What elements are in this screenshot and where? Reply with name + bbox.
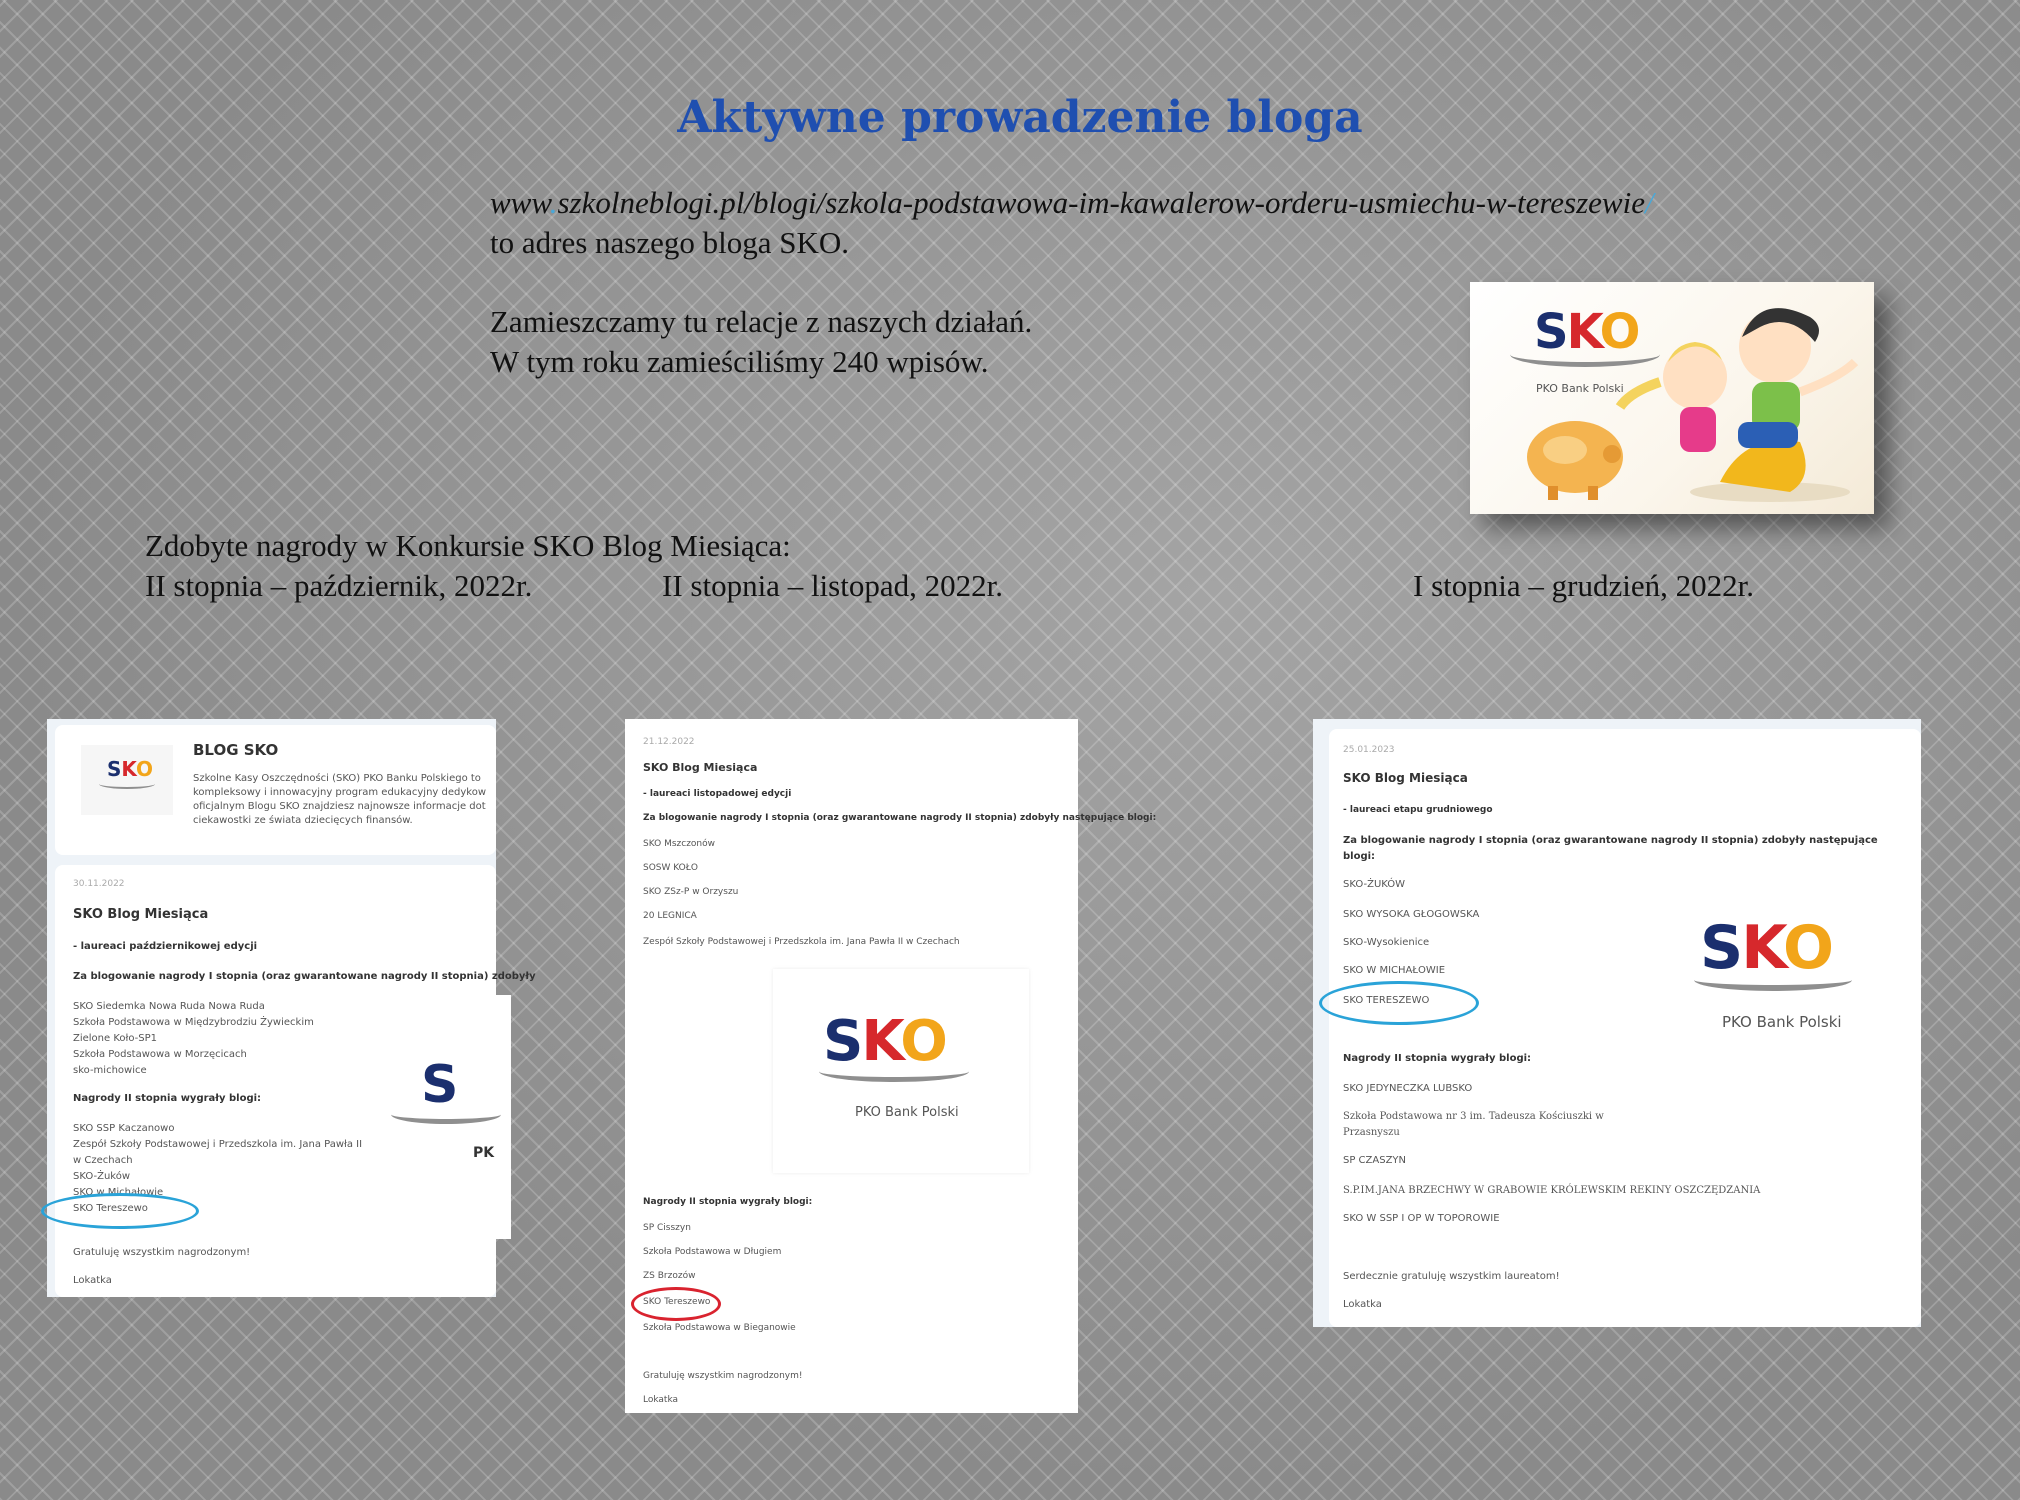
bank-label: PKO Bank Polski — [1536, 382, 1624, 395]
slide-title: Aktywne prowadzenie bloga — [677, 92, 1363, 143]
list-item-tereszewo: SKO Tereszewo — [643, 1297, 711, 1307]
list-item: Szkoła Podstawowa nr 3 im. Tadeusza Kościuszki w — [1343, 1111, 1604, 1122]
bank-label-partial: PK — [473, 1145, 495, 1161]
list-item: Szkoła Podstawowa w Międzybrodziu Żywieckim — [73, 1017, 314, 1028]
url-slash: / — [1644, 185, 1654, 220]
list-item: SOSW KOŁO — [643, 863, 698, 873]
second-heading: Nagrody II stopnia wygrały blogi: — [73, 1093, 262, 1104]
children-piggybank-illustration — [1470, 282, 1874, 514]
post-lead: Za blogowanie nagrody I stopnia (oraz gwarantowane nagrody II stopnia) zdobyły — [73, 971, 536, 982]
post-heading: SKO Blog Miesiąca — [1343, 771, 1468, 785]
signature: Lokatka — [1343, 1299, 1382, 1310]
list-item: SKO WYSOKA GŁOGOWSKA — [1343, 909, 1480, 920]
relations-line-2: W tym roku zamieściliśmy 240 wpisów. — [490, 344, 989, 379]
list-item: Przasnyszu — [1343, 1127, 1400, 1138]
post-subheading: - laureaci etapu grudniowego — [1343, 805, 1493, 815]
url-dot: . — [549, 185, 558, 220]
blog-title: BLOG SKO — [193, 741, 279, 759]
highlight-ring — [631, 1287, 721, 1321]
list-item: Szkoła Podstawowa w Długiem — [643, 1247, 782, 1257]
sko-logo: SKO — [1534, 304, 1639, 360]
sko-logo-small: SKO — [107, 757, 154, 781]
sko-logo-partial: S — [421, 1055, 459, 1115]
list-item: SKO w Michałowie — [73, 1187, 164, 1198]
list-item: SKO W SSP I OP W TOPOROWIE — [1343, 1213, 1500, 1224]
list-item: SKO ZSz-P w Orzyszu — [643, 887, 739, 897]
screenshot-december — [1313, 719, 1921, 1327]
sko-hero-image — [1470, 282, 1874, 514]
sko-logo: SKO — [823, 1009, 946, 1074]
closing-text: Serdecznie gratuluję wszystkim laureatom! — [1343, 1271, 1560, 1282]
bank-label: PKO Bank Polski — [1722, 1013, 1842, 1031]
list-item-tereszewo: SKO TERESZEWO — [1343, 995, 1430, 1006]
closing-text: Gratuluję wszystkim nagrodzonym! — [643, 1371, 803, 1381]
list-item: SKO-ŻUKÓW — [1343, 879, 1406, 890]
logo-swoosh — [1694, 969, 1852, 991]
screenshot-october — [47, 719, 536, 1297]
list-item: ZS Brzozów — [643, 1271, 696, 1281]
award-october: II stopnia – październik, 2022r. — [145, 568, 533, 603]
address-text: to adres naszego bloga SKO. — [490, 225, 849, 260]
blog-url[interactable] — [490, 183, 1654, 223]
list-item: SP Cisszyn — [643, 1223, 691, 1233]
post-subheading: - laureaci październikowej edycji — [73, 941, 258, 952]
list-item: SKO-Wysokienice — [1343, 937, 1430, 948]
blog-logo-box — [81, 745, 173, 815]
second-heading: Nagrody II stopnia wygrały blogi: — [1343, 1053, 1532, 1064]
url-prefix: www — [490, 185, 550, 220]
list-item: S.P.IM.JANA BRZECHWY W GRABOWIE KRÓLEWSKIM REKINY OSZCZĘDZANIA — [1343, 1185, 1761, 1196]
signature: Lokatka — [73, 1275, 112, 1286]
bank-label: PKO Bank Polski — [855, 1105, 959, 1120]
list-item: Zespół Szkoły Podstawowej i Przedszkola im. Jana Pawła II — [73, 1139, 363, 1150]
sko-logo: SKO — [1700, 913, 1833, 983]
post-lead: Za blogowanie nagrody I stopnia (oraz gwarantowane nagrody II stopnia) zdobyły następujące — [1343, 835, 1878, 846]
post-date: 30.11.2022 — [73, 879, 125, 889]
sko-logo-box — [1648, 869, 1891, 1091]
list-item: sko-michowice — [73, 1065, 147, 1076]
post-date: 25.01.2023 — [1343, 745, 1395, 755]
sko-logo-box — [773, 969, 1029, 1173]
list-item: SKO-Żuków — [73, 1171, 131, 1182]
closing-text: Gratuluję wszystkim nagrodzonym! — [73, 1247, 251, 1258]
list-item: 20 LEGNICA — [643, 911, 697, 921]
award-november: II stopnia – listopad, 2022r. — [662, 568, 1003, 603]
post-subheading: - laureaci listopadowej edycji — [643, 789, 792, 799]
url-main: szkolneblogi.pl/blogi/szkola-podstawowa-im-kawalerow-orderu-usmiechu-w-tereszewie — [557, 185, 1645, 220]
list-item: SKO Mszczonów — [643, 839, 715, 849]
logo-swoosh — [99, 779, 155, 789]
logo-swoosh — [819, 1061, 969, 1082]
list-item: Szkoła Podstawowa w Morzęcicach — [73, 1049, 247, 1060]
post-lead: Za blogowanie nagrody I stopnia (oraz gwarantowane nagrody II stopnia) zdobyły następujące blogi: — [643, 813, 1157, 823]
award-december: I stopnia – grudzień, 2022r. — [1413, 568, 1754, 603]
list-item: Zielone Koło-SP1 — [73, 1033, 158, 1044]
post-lead-2: blogi: — [1343, 851, 1376, 862]
intro-line: Szkolne Kasy Oszczędności (SKO) PKO Banku Polskiego to — [193, 773, 481, 784]
highlight-ring — [1319, 981, 1479, 1025]
list-item: w Czechach — [73, 1155, 133, 1166]
relations-line-1: Zamieszczamy tu relacje z naszych działań. — [490, 304, 1033, 339]
sko-logo-box — [381, 995, 511, 1239]
screenshot-november — [625, 719, 1157, 1413]
list-item: Zespół Szkoły Podstawowej i Przedszkola im. Jana Pawła II w Czechach — [643, 937, 960, 947]
post-heading: SKO Blog Miesiąca — [643, 761, 758, 774]
awards-heading: Zdobyte nagrody w Konkursie SKO Blog Miesiąca: — [145, 528, 791, 563]
logo-swoosh — [391, 1105, 501, 1124]
post-heading: SKO Blog Miesiąca — [73, 907, 209, 922]
post-date: 21.12.2022 — [643, 737, 695, 747]
list-item-tereszewo: SKO Tereszewo — [73, 1203, 148, 1214]
second-heading: Nagrody II stopnia wygrały blogi: — [643, 1197, 813, 1207]
list-item: Szkoła Podstawowa w Bieganowie — [643, 1323, 796, 1333]
intro-line: kompleksowy i innowacyjny program edukacyjny dedykow — [193, 787, 487, 798]
intro-line: oficjalnym Blogu SKO znajdziesz najnowsze informacje dot — [193, 801, 486, 812]
signature: Lokatka — [643, 1395, 679, 1405]
highlight-ring — [41, 1193, 199, 1229]
list-item: SKO Siedemka Nowa Ruda Nowa Ruda — [73, 1001, 265, 1012]
intro-line: ciekawostki ze świata dziecięcych finansów. — [193, 815, 413, 826]
list-item: SP CZASZYN — [1343, 1155, 1407, 1166]
list-item: SKO W MICHAŁOWIE — [1343, 965, 1446, 976]
list-item: SKO JEDYNECZKA LUBSKO — [1343, 1083, 1473, 1094]
list-item: SKO SSP Kaczanowo — [73, 1123, 175, 1134]
